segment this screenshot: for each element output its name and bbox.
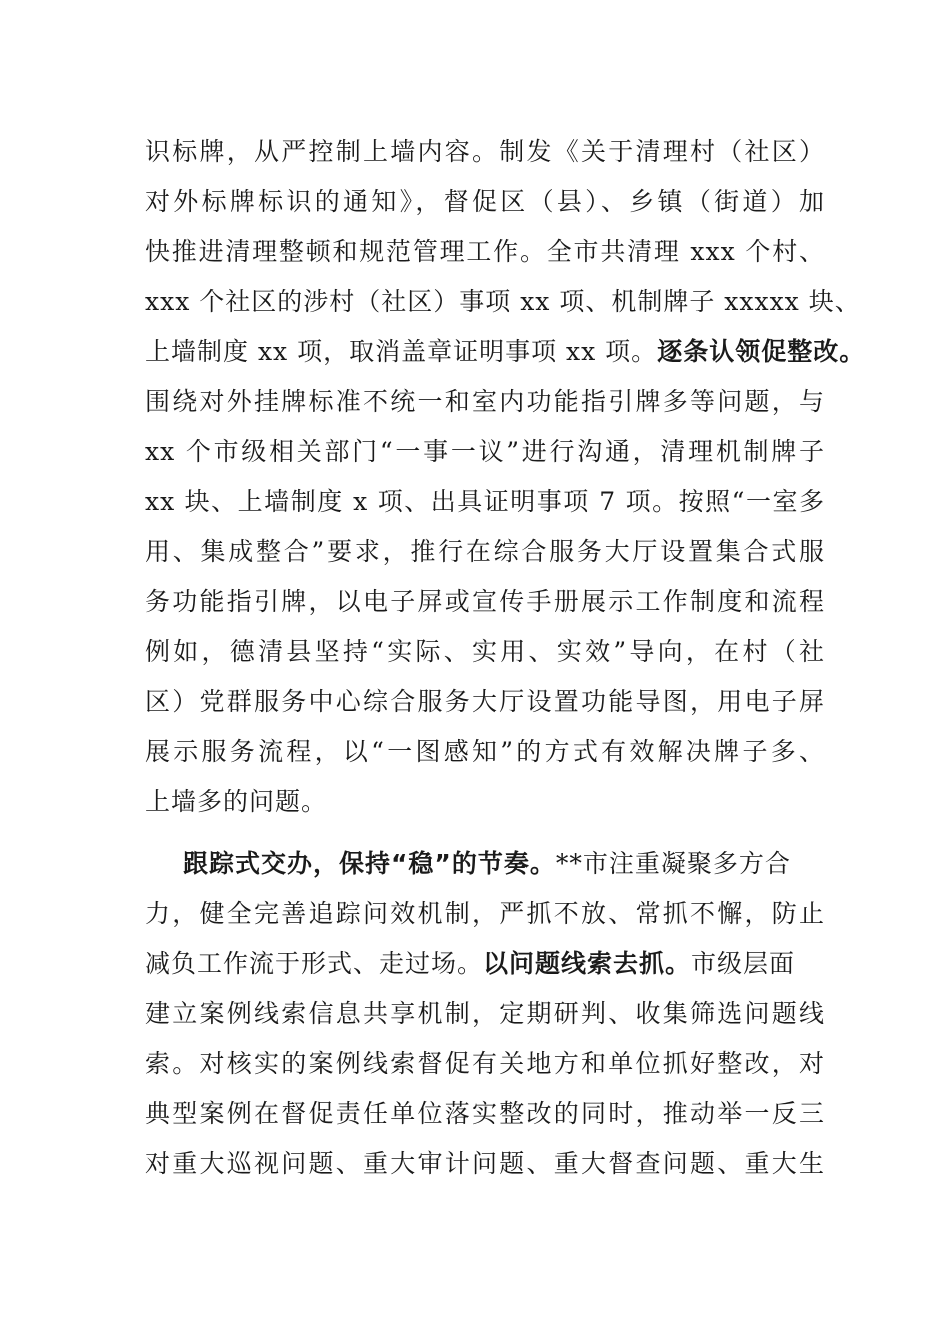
p1-line-5 (145, 327, 866, 377)
p2-line-3-tail: 市级层面 (691, 949, 796, 978)
p1-line-5-text: 上墙制度 xx 项，取消盖章证明事项 xx 项。 (145, 337, 658, 366)
p1-line-3: 快推进清理整顿和规范管理工作。全市共清理 xxx 个村、 (145, 237, 825, 266)
p1-line-2: 对外标牌标识的通知》，督促区（县）、乡镇（街道）加 (145, 187, 825, 216)
p1-line-1: 识标牌，从严控制上墙内容。制发《关于清理村（社区） (145, 137, 825, 166)
p1-line-10: 务功能指引牌，以电子屏或宣传手册展示工作制度和流程 (145, 587, 825, 616)
p2-line-5: 索。对核实的案例线索督促有关地方和单位抓好整改，对 (145, 1049, 825, 1078)
p1-line-7: xx 个市级相关部门“一事一议”进行沟通，清理机制牌子 (145, 437, 825, 466)
p1-line-9: 用、集成整合”要求，推行在综合服务大厅设置集合式服 (145, 537, 825, 566)
p1-line-12: 区）党群服务中心综合服务大厅设置功能导图，用电子屏 (145, 687, 825, 716)
p2-line-3-text: 减负工作流于形式、走过场。 (145, 949, 484, 978)
p2-line-4: 建立案例线索信息共享机制，定期研判、收集筛选问题线 (145, 999, 825, 1028)
p2-heading-tracking: 跟踪式交办，保持“稳”的节奏。 (183, 849, 556, 878)
p1-line-8: xx 块、上墙制度 x 项、出具证明事项 7 项。按照“一室多 (145, 487, 825, 516)
p2-line-1-text: **市注重凝聚多方合 (555, 849, 791, 878)
p2-line-6: 典型案例在督促责任单位落实整改的同时，推动举一反三 (145, 1099, 825, 1128)
p2-line-1 (183, 839, 825, 889)
p1-heading-rectify: 逐条认领促整改。 (657, 337, 866, 366)
p1-line-11: 例如，德清县坚持“实际、实用、实效”导向，在村（社 (145, 637, 825, 666)
p1-line-6: 围绕对外挂牌标准不统一和室内功能指引牌多等问题，与 (145, 387, 825, 416)
p2-line-7: 对重大巡视问题、重大审计问题、重大督查问题、重大生 (145, 1149, 825, 1178)
p1-line-14: 上墙多的问题。 (145, 787, 328, 816)
p2-line-3 (145, 939, 825, 989)
p2-heading-clues: 以问题线索去抓。 (483, 949, 692, 978)
p1-line-13: 展示服务流程，以“一图感知”的方式有效解决牌子多、 (145, 737, 825, 766)
p1-line-4: xxx 个社区的涉村（社区）事项 xx 项、机制牌子 xxxxx 块、 (145, 287, 861, 316)
p2-line-2: 力，健全完善追踪问效机制，严抓不放、常抓不懈，防止 (145, 899, 825, 928)
